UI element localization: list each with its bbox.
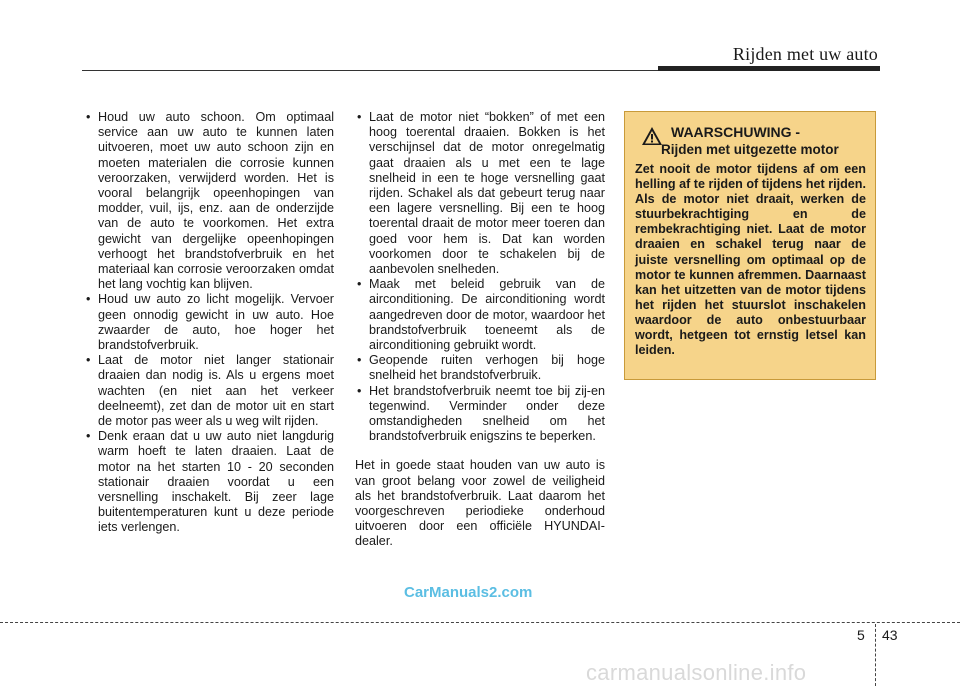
bullet-item: • Maak met beleid gebruik van de airconditioning. De airconditioning wordt aangedreven door de motor, waardoor het brandstofverbruik toeneemt als de airconditioning gebruikt wordt. bbox=[355, 277, 605, 353]
warning-header bbox=[635, 124, 866, 158]
bullet-item: • Laat de motor niet “bokken” of met een hoog toerental draaien. Bokken is het verschijnsel dat de motor onregelmatig gaat draaien als u met een te lage snelheid in een te hoge versnelling gaat rijden. Schakel als dat gebeurt terug naar een lagere versnelling. Bij een te hoog toerental draait de motor meer toeren dan goed voor hem is. Dat kan worden voorkomen door te schakelen bij de aanbevolen snelheden. bbox=[355, 110, 605, 277]
column-middle bbox=[355, 110, 605, 550]
bullet-list-middle bbox=[355, 110, 605, 444]
bullet-item: • Laat de motor niet langer stationair draaien dan nodig is. Als u ergens moet wachten (en niet aan het verkeer deelneemt), zet dan de motor uit en start de motor pas weer als u weg wilt rijden. bbox=[84, 353, 334, 429]
bullet-item: • Houd uw auto schoon. Om optimaal service aan uw auto te kunnen laten uitvoeren, moet uw auto schoon zijn en moeten materialen die corrosie kunnen veroorzaken, verwijderd worden. Het is vooral belangrijk opeenhopingen van modder, vuil, ijs, enz. aan de onderzijde van de auto te voorkomen. Het extra gewicht van dergelijke opeenhopingen verhoogt het brandstofverbruik en het materiaal kan corrosie veroorzaken omdat het lang vochtig kan blijven. bbox=[84, 110, 334, 292]
chapter-number: 5 bbox=[857, 627, 865, 643]
bullet-item: • Geopende ruiten verhogen bij hoge snelheid het brandstofverbruik. bbox=[355, 353, 605, 383]
header-rule-thin bbox=[82, 70, 662, 71]
maintenance-paragraph: Het in goede staat houden van uw auto is van groot belang voor zowel de veiligheid als het brandstofverbruik. Laat daarom het voorgeschreven periodieke onderhoud uitvoeren door een officiële HYUNDAI-dealer. bbox=[355, 458, 605, 549]
bullet-item: • Houd uw auto zo licht mogelijk. Vervoer geen onnodig gewicht in uw auto. Hoe zwaarder de auto, hoe hoger het brandstofverbruik. bbox=[84, 292, 334, 353]
page-number: 43 bbox=[882, 627, 898, 643]
warning-text: Zet nooit de motor tijdens af om een helling af te rijden of tijdens het rijden. Als de motor niet draait, werken de stuurbekrachtiging en de rembekrachtiging niet. Laat de motor draaien en schakel terug naar de juiste versnelling om optimaal op de motor te kunnen afremmen. Daarnaast kan het uitzetten van de motor tijdens het rijden het stuurslot inschakelen waardoor de auto onbestuurbaar wordt, hetgeen tot ernstig letsel kan leiden. bbox=[635, 162, 866, 358]
warning-title: WAARSCHUWING - bbox=[671, 124, 801, 140]
bullet-item: • Denk eraan dat u uw auto niet langdurig warm hoeft te laten draaien. Laat de motor na het starten 10 - 20 seconden stationair draaien voordat u een versnelling inschakelt. Bij zeer lage buitentemperaturen kunt u deze periode iets verlengen. bbox=[84, 429, 334, 535]
warning-subtitle: Rijden met uitgezette motor bbox=[661, 142, 839, 157]
footer-rule bbox=[0, 622, 960, 623]
bullet-list-left bbox=[84, 110, 334, 536]
warning-triangle-icon bbox=[641, 126, 663, 146]
column-left bbox=[84, 110, 334, 536]
page-header-title: Rijden met uw auto bbox=[732, 44, 878, 64]
warning-box bbox=[624, 111, 876, 380]
watermark-logo: CarManuals2.com bbox=[404, 584, 533, 601]
bullet-item: • Het brandstofverbruik neemt toe bij zij-en tegenwind. Verminder onder deze omstandigheden snelheid om het brandstofverbruik enigszins te beperken. bbox=[355, 384, 605, 445]
site-watermark: carmanualsonline.info bbox=[586, 660, 807, 685]
header-rule-thick bbox=[658, 66, 880, 71]
page-number-separator bbox=[875, 624, 877, 686]
